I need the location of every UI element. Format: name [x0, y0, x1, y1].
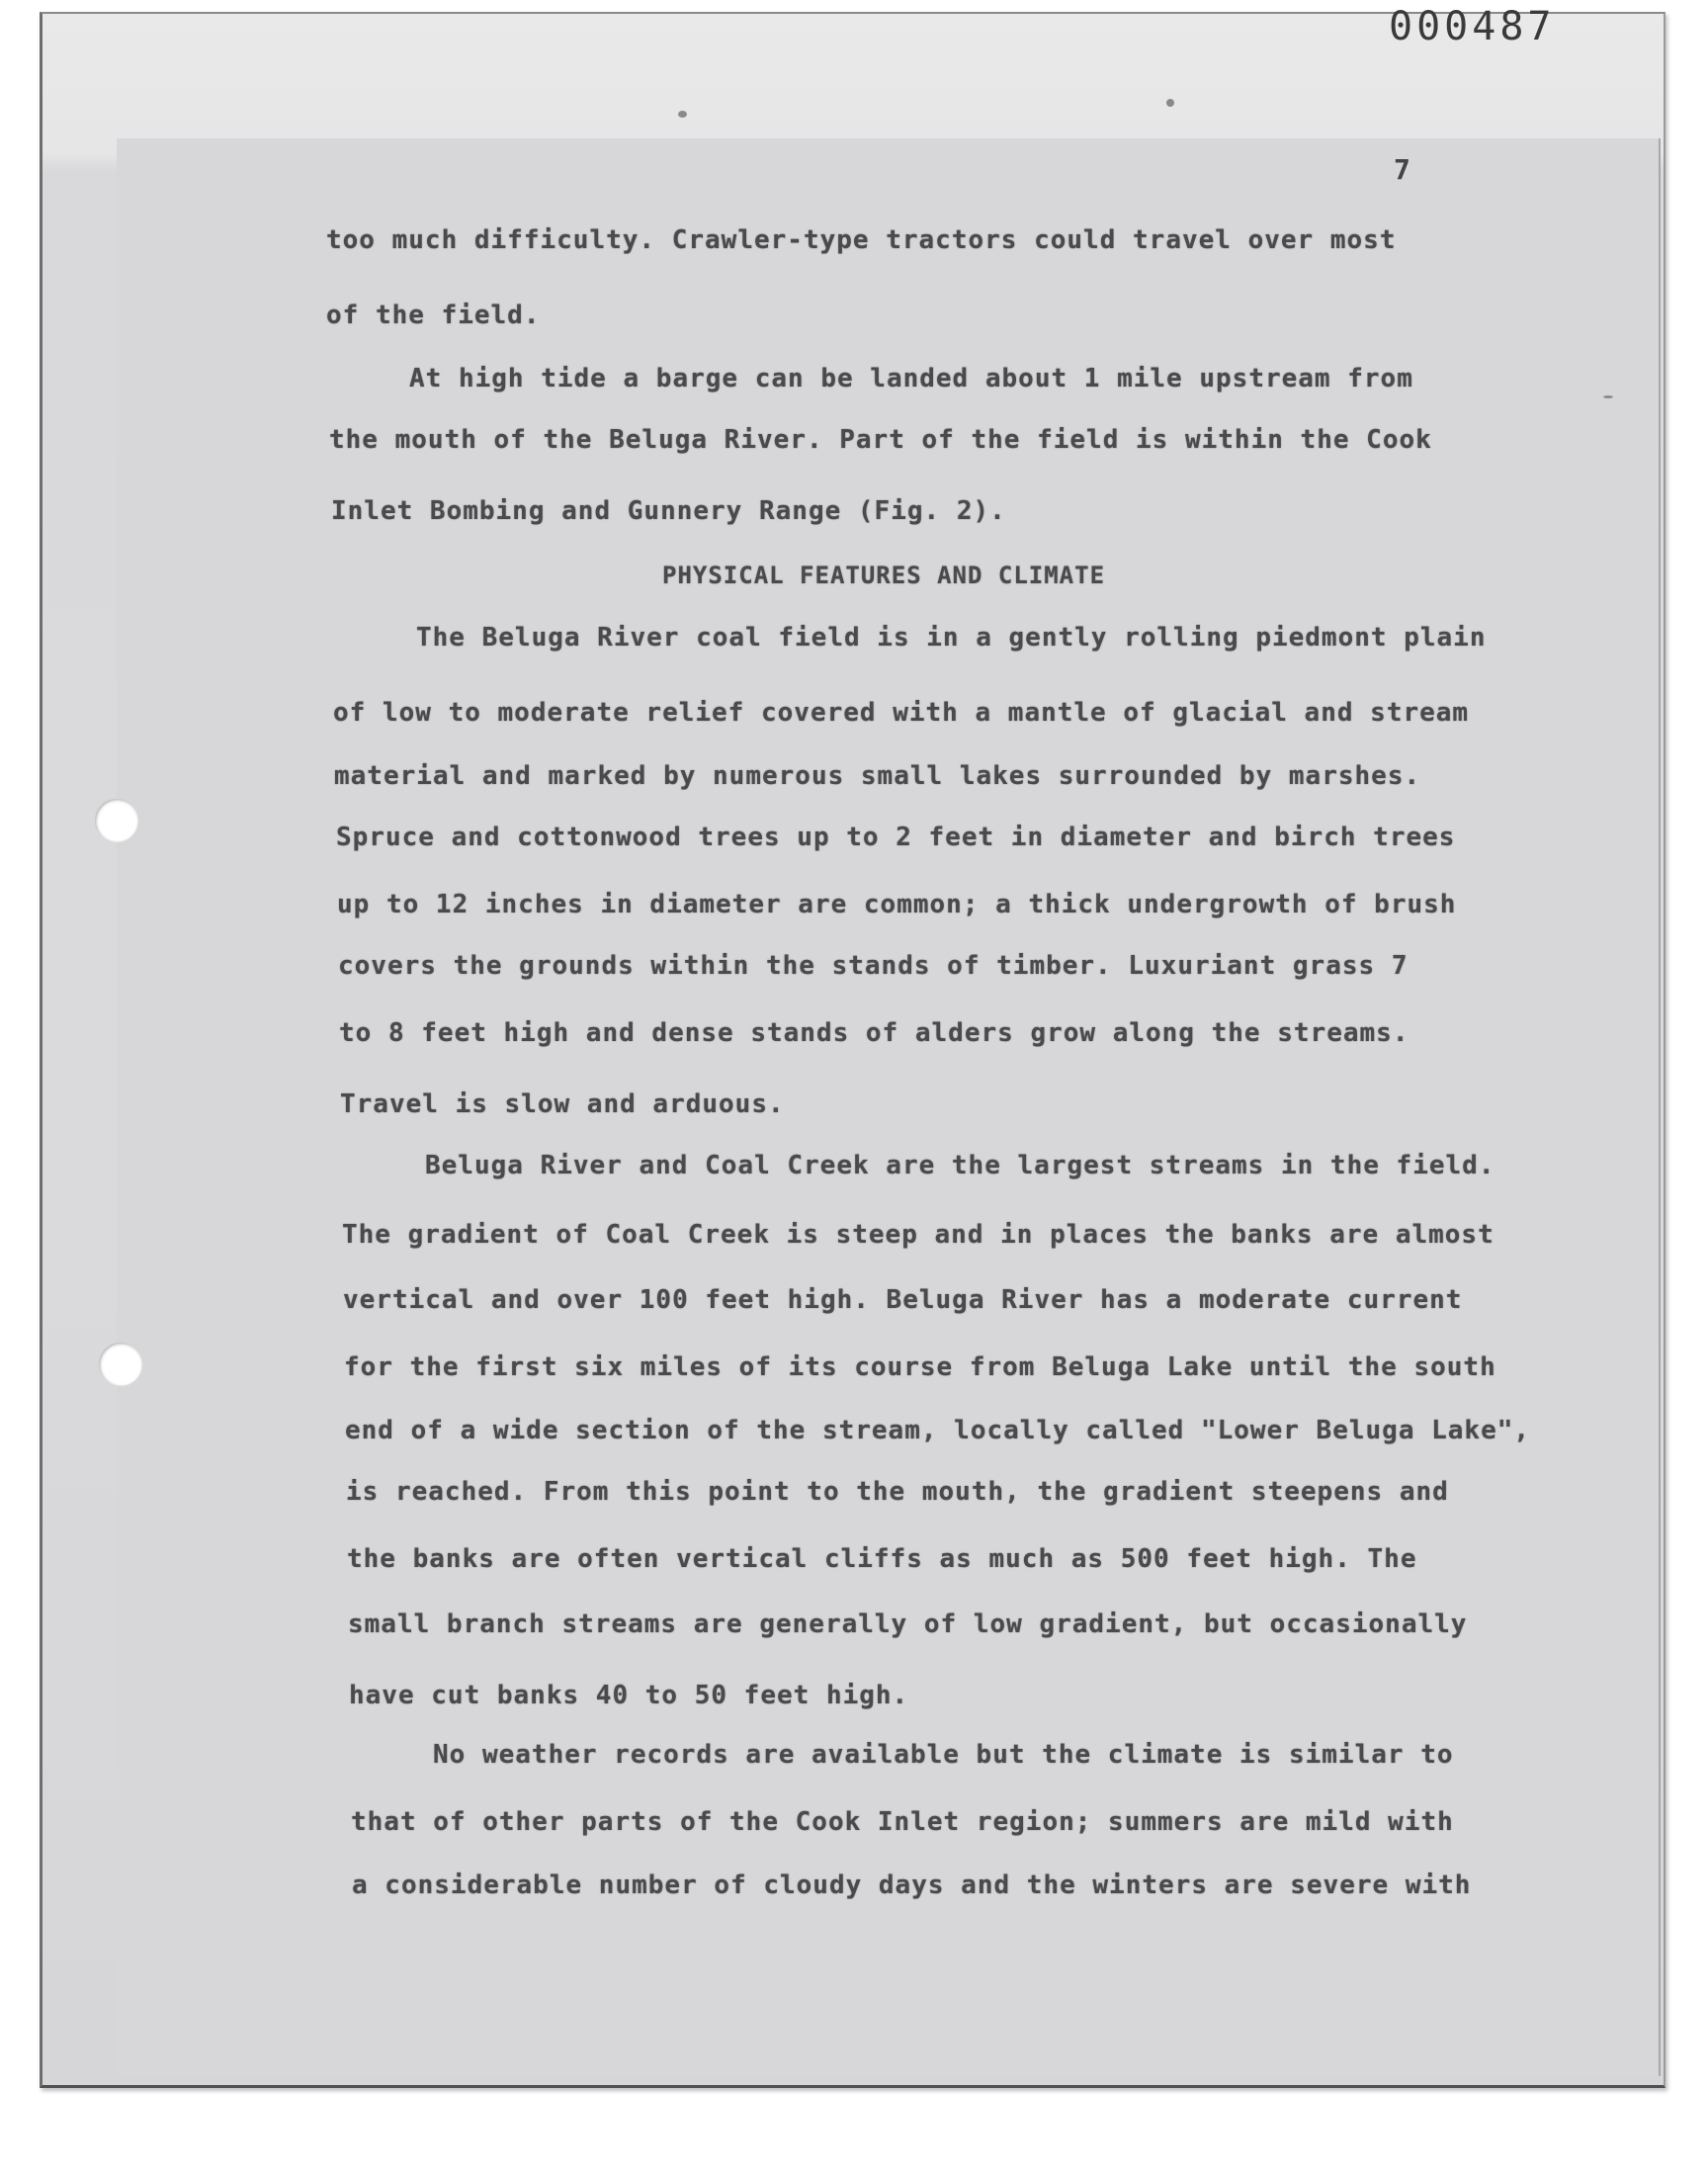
page-number: 7 — [1394, 153, 1410, 186]
document-number: 000487 — [1389, 4, 1556, 49]
text-line: material and marked by numerous small lakes surrounded by marshes. — [334, 761, 1421, 791]
speck — [1603, 395, 1613, 398]
text-line: the mouth of the Beluga River. Part of the field is within the Cook — [329, 425, 1432, 455]
text-line: covers the grounds within the stands of timber. Luxuriant grass 7 — [338, 951, 1409, 981]
text-line: have cut banks 40 to 50 feet high. — [349, 1681, 909, 1710]
text-line: of low to moderate relief covered with a mantle of glacial and stream — [333, 698, 1470, 728]
text-line: No weather records are available but the climate is similar to — [433, 1740, 1454, 1770]
text-line: vertical and over 100 feet high. Beluga River has a moderate current — [343, 1285, 1463, 1315]
text-line: At high tide a barge can be landed about 1 mile upstream from — [409, 364, 1413, 393]
text-line: Inlet Bombing and Gunnery Range (Fig. 2). — [331, 496, 1006, 526]
speck — [678, 111, 687, 118]
text-line: Travel is slow and arduous. — [340, 1089, 785, 1119]
speck — [1166, 99, 1174, 107]
text-line: Spruce and cottonwood trees up to 2 feet in diameter and birch trees — [336, 823, 1456, 852]
text-line: Beluga River and Coal Creek are the largest streams in the field. — [425, 1151, 1495, 1180]
text-line: The Beluga River coal field is in a gently rolling piedmont plain — [416, 623, 1487, 652]
text-line: that of other parts of the Cook Inlet region; summers are mild with — [351, 1807, 1454, 1837]
punch-hole-lower — [99, 1343, 142, 1386]
text-line: a considerable number of cloudy days and the winters are severe with — [352, 1870, 1472, 1900]
text-line: end of a wide section of the stream, locally called "Lower Beluga Lake", — [345, 1416, 1531, 1445]
text-line: small branch streams are generally of low gradient, but occasionally — [348, 1610, 1468, 1639]
text-line: too much difficulty. Crawler-type tractors could travel over most — [326, 225, 1397, 255]
text-line: up to 12 inches in diameter are common; a thick undergrowth of brush — [337, 890, 1457, 919]
text-line: is reached. From this point to the mouth, the gradient steepens and — [346, 1477, 1449, 1507]
text-line: The gradient of Coal Creek is steep and in places the banks are almost — [342, 1220, 1494, 1250]
punch-hole-upper — [95, 799, 138, 842]
text-line: of the field. — [326, 301, 541, 330]
section-heading: PHYSICAL FEATURES AND CLIMATE — [662, 562, 1106, 589]
text-line: the banks are often vertical cliffs as much as 500 feet high. The — [347, 1544, 1417, 1574]
text-line: to 8 feet high and dense stands of alders grow along the streams. — [339, 1018, 1409, 1048]
text-line: for the first six miles of its course from Beluga Lake until the south — [344, 1352, 1496, 1382]
